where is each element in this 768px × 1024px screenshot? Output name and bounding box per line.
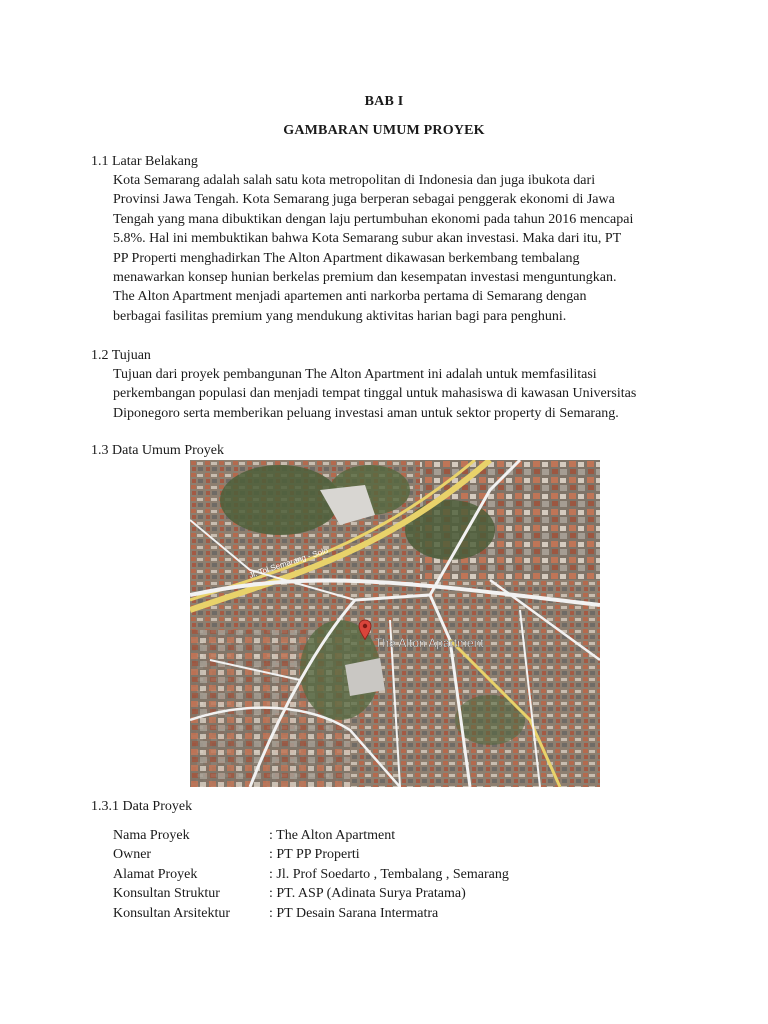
paragraph-line: PP Properti menghadirkan The Alton Apartment dikawasan berkembang tembalang bbox=[113, 250, 580, 266]
row-value: : Jl. Prof Soedarto , Tembalang , Semarang bbox=[269, 866, 509, 882]
paragraph-line: perkembangan populasi dan menjadi tempat tinggal untuk mahasiswa di kawasan Universitas bbox=[113, 386, 637, 402]
section-1-2-heading: 1.2 Tujuan bbox=[91, 348, 151, 363]
paragraph-line: The Alton Apartment menjadi apartemen anti narkorba pertama di Semarang dengan bbox=[113, 289, 587, 305]
row-label: Alamat Proyek bbox=[113, 866, 198, 882]
chapter-heading: BAB I bbox=[364, 94, 404, 109]
row-label: Konsultan Struktur bbox=[113, 886, 220, 902]
paragraph-line: menawarkan konsep hunian berkelas premium dan kesempatan investasi menguntungkan. bbox=[113, 270, 617, 286]
paragraph-line: Diponegoro serta memberikan peluang investasi aman untuk sektor property di Semarang. bbox=[113, 405, 619, 421]
row-label: Nama Proyek bbox=[113, 828, 190, 843]
paragraph-line: berbagai fasilitas premium yang mendukung aktivitas harian bagi para penghuni. bbox=[113, 308, 567, 324]
section-1-1-paragraph bbox=[113, 171, 683, 326]
section-1-3-1-heading: 1.3.1 Data Proyek bbox=[91, 799, 193, 814]
paragraph-line: Provinsi Jawa Tengah. Kota Semarang juga berperan sebagai penggerak ekonomi di Jawa bbox=[113, 192, 615, 208]
paragraph-line: Tujuan dari proyek pembangunan The Alton Apartment ini adalah untuk memfasilitasi bbox=[113, 367, 597, 382]
row-label: Owner bbox=[113, 847, 152, 863]
paragraph-line: Kota Semarang adalah salah satu kota metropolitan di Indonesia dan juga ibukota dari bbox=[113, 173, 596, 188]
chapter-title: GAMBARAN UMUM PROYEK bbox=[283, 123, 485, 138]
satellite-map bbox=[190, 460, 600, 787]
section-1-3-heading: 1.3 Data Umum Proyek bbox=[91, 443, 224, 458]
section-1-2-paragraph bbox=[113, 365, 683, 423]
map-marker-label: The Alton Apartment bbox=[375, 636, 484, 650]
paragraph-line: Tengah yang mana dibuktikan dengan laju pertumbuhan ekonomi pada tahun 2016 mencapai bbox=[113, 211, 634, 227]
paragraph-line: 5.8%. Hal ini membuktikan bahwa Kota Semarang subur akan investasi. Maka dari itu, PT bbox=[113, 231, 622, 247]
row-value: : PT Desain Sarana Intermatra bbox=[269, 905, 439, 921]
row-label: Konsultan Arsitektur bbox=[113, 905, 231, 921]
row-value: : PT PP Properti bbox=[269, 847, 360, 863]
road-label: Jl. Tol Semarang - Solo bbox=[247, 545, 330, 580]
section-1-1-heading: 1.1 Latar Belakang bbox=[91, 154, 198, 169]
row-value: : PT. ASP (Adinata Surya Pratama) bbox=[269, 886, 466, 902]
row-value: : The Alton Apartment bbox=[269, 828, 396, 843]
